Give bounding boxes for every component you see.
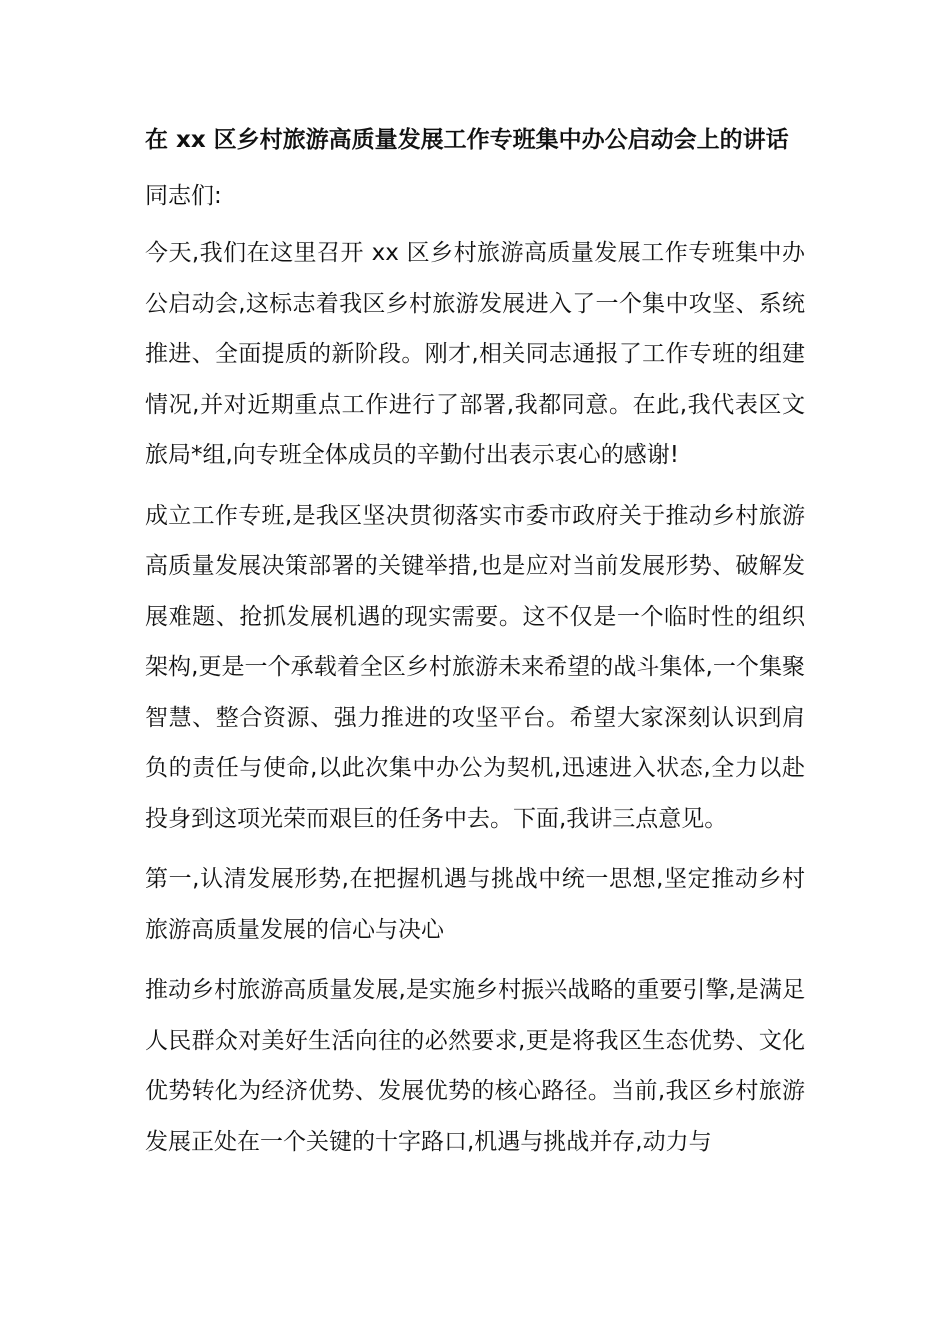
section-heading-first: 第一,认清发展形势,在把握机遇与挑战中统一思想,坚定推动乡村旅游高质量发展的信心与决心: [145, 866, 805, 943]
paragraph-opening: 今天,我们在这里召开 xx 区乡村旅游高质量发展工作专班集中办公启动会,这标志着我区乡村旅游发展进入了一个集中攻坚、系统推进、全面提质的新阶段。刚才,相关同志通报了工作专班的组建情况,并对近期重点工作进行了部署,我都同意。在此,我代表区文旅局*组,向专班全体成员的辛勤付出表示衷心的感谢!: [145, 240, 805, 468]
paragraph-first-point: 推动乡村旅游高质量发展,是实施乡村振兴战略的重要引擎,是满足人民群众对美好生活向往的必然要求,更是将我区生态优势、文化优势转化为经济优势、发展优势的核心路径。当前,我区乡村旅游发展正处在一个关键的十字路口,机遇与挑战并存,动力与: [145, 977, 805, 1155]
document-title: 在 xx 区乡村旅游高质量发展工作专班集中办公启动会上的讲话: [145, 127, 789, 153]
paragraph-purpose: 成立工作专班,是我区坚决贯彻落实市委市政府关于推动乡村旅游高质量发展决策部署的关键举措,也是应对当前发展形势、破解发展难题、抢抓发展机遇的现实需要。这不仅是一个临时性的组织架构,更是一个承载着全区乡村旅游未来希望的战斗集体,一个集聚智慧、整合资源、强力推进的攻坚平台。希望大家深刻认识到肩负的责任与使命,以此次集中办公为契机,迅速进入状态,全力以赴投身到这项光荣而艰巨的任务中去。下面,我讲三点意见。: [145, 502, 805, 832]
document-body: [145, 118, 805, 1177]
salutation: 同志们:: [145, 183, 222, 209]
